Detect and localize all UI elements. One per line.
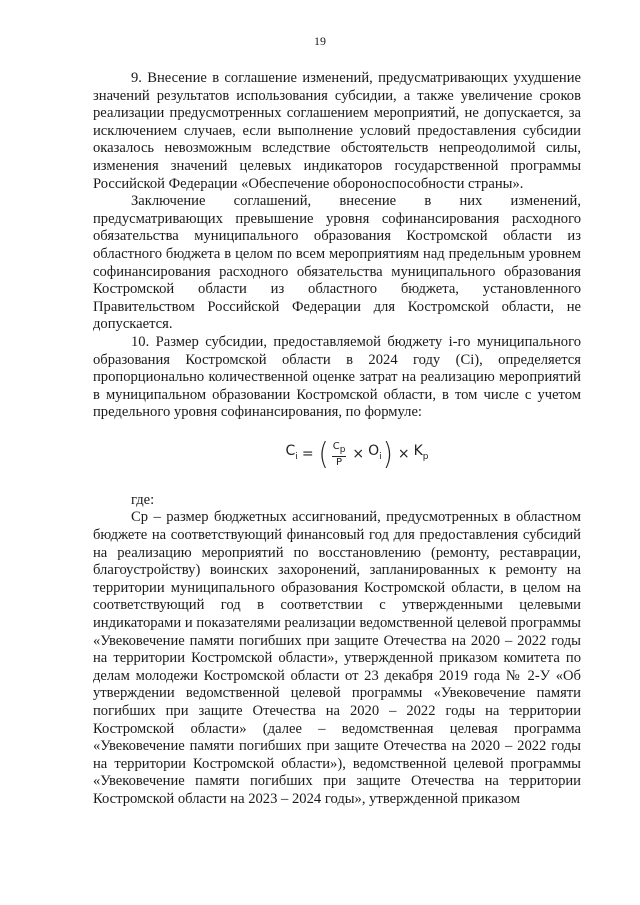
formula-k: $K_p$: [413, 443, 429, 462]
formula-close-paren: ): [382, 437, 393, 473]
paragraph-conclusion: Заключение соглашений, внесение в них изменений, предусматривающих превышение уровня софинансирования расходного обязательства муниципального образования Костромской области из областного бюджета в целом по всем мероприятиям над предельным уровнем софинансирования расходного обязательства муниципального образования Костромской области из областного бюджета, установленного Правительством Российской Федерации для Костромской области, не допускается.: [93, 193, 581, 333]
formula-times-1: ×: [352, 446, 365, 463]
formula-fraction: $\frac{C_p}{P}$: [332, 441, 346, 469]
paragraph-9: 9. Внесение в соглашение изменений, предусматривающих ухудшение значений результатов использования субсидии, а также увеличение сроков реализации предусмотренных соглашением мероприятий, не допускается, за исключением случаев, если выполнение условий предоставления субсидии оказалось невозможным вследствие обстоятельств непреодолимой силы, изменения значений целевых индикаторов государственной программы Российской Федерации «Обеспечение обороноспособности страны».: [93, 70, 581, 192]
paragraph-10: 10. Размер субсидии, предоставляемой бюджету i-го муниципального образования Костромской области в 2024 году (Ci), определяется пропорционально количественной оценке затрат на реализацию мероприятий в муниципальном образовании Костромской области, в том числе с учетом предельного уровня софинансирования, по формуле:: [93, 333, 581, 421]
page-number: 19: [314, 34, 326, 48]
formula-equals: =: [301, 446, 314, 463]
paragraph-cp-definition: Cр – размер бюджетных ассигнований, предусмотренных в областном бюджете на соответствующий финансовый год для предоставления субсидий на реализацию мероприятий по восстановлению (ремонту, реставрации, благоустройству) воинских захоронений, запланированных к ремонту на территории муниципального образования Костромской области, в целом на соответствующий год в соответствии с утвержденными целевыми индикаторами и показателями реализации ведомственной целевой программы «Увековечение памяти погибших при защите Отечества на 2020 – 2022 годы на территории Костромской области», утвержденной приказом комитета по делам молодежи Костромской области от 23 декабря 2019 года № 2-У «Об утверждении ведомственной целевой программы «Увековечение памяти погибших при защите Отечества на 2020 – 2022 годы на территории Костромской области» (далее – ведомственная целевая программа «Увековечение памяти погибших при защите Отечества на 2020 – 2022 годы на территории Костромской области»), ведомственной целевой программы «Увековечение памяти погибших при защите Отечества на территории Костромской области на 2023 – 2024 годы», утвержденной приказом: [93, 509, 581, 807]
subsidy-formula: [93, 422, 581, 488]
where-label: где:: [131, 491, 155, 508]
document-body: [93, 70, 581, 809]
formula-open-paren: (: [318, 437, 329, 473]
formula-lhs: $C_i$: [285, 443, 298, 462]
formula-o: $O_i$: [368, 443, 382, 462]
formula-times-2: ×: [397, 446, 410, 463]
